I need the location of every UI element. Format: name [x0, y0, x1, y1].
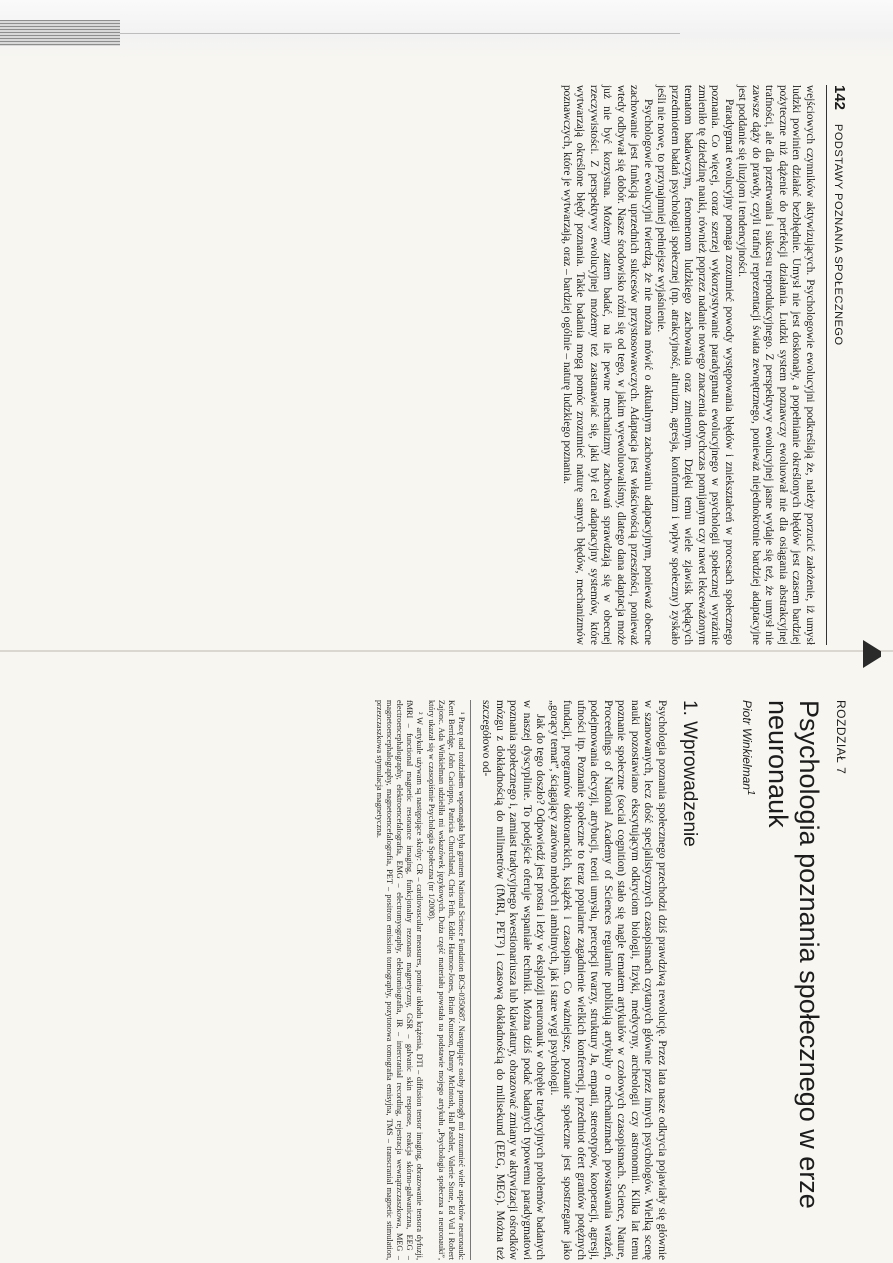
running-title: PODSTAWY POZNANIA SPOŁECZNEGO	[832, 124, 844, 346]
paragraph: wejściowych czynników aktywizujących. Psychologowie ewolucyjni podkreślają że, należy porzucić założenie, iż umysł ludzki powinien działać bezbłędnie. Umysł nie jest doskonały, a popełnianie określonych błędów jest czasem bardziej pożyteczne niż dążenie do perfekcji działania. Ludzki system poznawczy ewoluował nie dla osiągania abstrakcyjnej trafności, ale dla przetrwania i sukcesu reprodukcyjnego. Z perspektywy ewolucyjnej jasne wydaje się też, że umysł nie zawsze dąży do prawdy, czyli trafnej reprezentacji świata zewnętrznego, ponieważ niejednokrotnie bardziej adaptacyjne jest poddanie się iluzjom i tendencyjności.	[736, 85, 816, 645]
paragraph: Psychologowie ewolucyjni twierdzą, że nie można mówić o aktualnym zachowaniu adaptacyjnym, ponieważ obecne zachowanie jest funkcją uprzednich sukcesów przystosowawczych. Adaptacja jest właściwością przeszłości, ponieważ wtedy odbywał się dobór. Nasze środowisko różni się od tego, w jakim wyewoluowaliśmy, dlatego dana adaptacja może już nie być korzystna. Możemy zatem badać, na ile pewne mechanizmy zachowań sprawdzają się w obecnej rzeczywistości. Z perspektywy ewolucyjnej możemy też zastanawiać się, jaki był cel adaptacyjny systemów, które wytwarzają określone błędy poznania. Takie badania mogą pomóc zrozumieć naturę samych błędów, mechanizmów poznawczych, które je wytwarzają, oraz – bardziej ogólnie – naturę ludzkiego poznania.	[561, 85, 654, 645]
footnotes	[374, 700, 471, 1260]
scan-artifact-strip	[0, 0, 893, 58]
chapter-7-opening-page	[0, 700, 848, 1260]
paragraph: Jak do tego doszło? Odpowiedź jest prosta i leży w eksplozji neuronauk w obrębie tradycyjnych problemów badanych w naszej dyscyplinie. To podejście oferuje wspaniałe techniki. Można dziś podać badanych typowemu paradygmatowi poznania społecznego i, zamiast tradycyjnego kwestionariusza lub klawiatury, obrazować zmiany w aktywizacji ośrodków mózgu z dokładnością do milimetrów (fMRI, PET²) i czasową dokładnością do milisekund (EEG, MEG). Można też szczegółowo od-	[480, 700, 547, 1260]
page-142	[48, 85, 848, 645]
author-footnote-mark: 1	[745, 789, 756, 796]
footnote: ² W artykule używam są następujące skróty: CR – cardiovascular measures, pomiar układu krążenia, DTI – diffusion tensor imaging, obrazowanie tensora dyfuzji, fMRI – functional magnetic resonance imaging, funkcjonalny rezonans magnetyczny, GSR – galvanic skin response, reakcja skórno-galwaniczna, EEG – electroencephalography, elektroencefalografia, EMG – electromyography, elektromiografia, IR – intercranial recording, rejestracja wewnątrzczaszkowa, MEG – magnetoencephalography, magnetoencefalografia, PET – positron emission tomography, pozytonowa tomografia emisyjna, TMS – transcranial magnetic stimulation, przezczaszkowa stymulacja magnetyczna.	[375, 700, 424, 1260]
body-text	[560, 85, 817, 645]
section-title: 1. Wprowadzenie	[679, 700, 700, 847]
book-fold	[0, 650, 893, 652]
paragraph: Psychologia poznania społecznego przechodzi dziś prawdziwą rewolucję. Przez lata nasze odkrycia pojawiały się głównie w szanowanych, lecz dość specjalistycznych czasopismach czytanych głównie przez innych psychologów. Wielką scenę nauki pozostawiano ekscytującym odkryciom biologii, fizyki, medycyny, archeologii czy astronomii. Kilka lat temu poznanie społeczne (social cognition) stało się nagle tematem artykułów w czołowych czasopismach. Science, Nature, Proceedings of National Academy of Sciences regularnie publikują artykuły o mechanizmach powstawania wrażeń, podejmowania decyzji, atrybucji, teorii umysłu, percepcji twarzy, struktury Ja, empatii, stereotypów, kooperacji, agresji, ufności itp. Poznanie społeczne to teraz popularne zagadnienie wielkich konferencji, przedmiot ofert grantów potężnych fundacji, programów doktoranckich, książek i czasopism. Co ważniejsze, poznanie społeczne jest spostrzegane jako „gorący temat”, ściągający zarówno młodych i ambitnych, jak i stare wygi psychologii.	[548, 700, 668, 1260]
scan-line	[120, 33, 680, 34]
chapter-label: ROZDZIAŁ 7	[834, 700, 848, 775]
scan-noise	[0, 20, 120, 46]
margin-mark	[863, 640, 881, 668]
author-name: Piotr Winkielman	[740, 700, 754, 790]
chapter-author	[740, 700, 756, 1260]
chapter-body-text	[479, 700, 668, 1260]
paragraph: Paradygmat ewolucyjny pomaga zrozumieć powody występowania błędów i zniekształceń w procesach społecznego poznania. Co więcej, coraz szerzej wykorzystywanie paradygmatu ewolucyjnego w psychologii społecznej wyraźnie zmieniło tę dziedzinę nauki, również poprzez nadanie nowego znaczenia dotychczas pomijanym czy nawet lekceważonym tematom badawczym, fenomenom ludzkiego zachowania oraz zmiennym. Dzięki temu wiele zjawisk będących przedmiotem badań psychologii społecznej (np. atrakcyjność, altruizm, agresja, konformizm i wpływ społeczny) zyskało jeśli nie nowe, to przynajmniej pełniejsze wyjaśnienie.	[655, 85, 735, 645]
chapter-title: Psychologia poznania społecznego w erze neuronauk	[763, 700, 824, 1209]
page-number: 142	[831, 85, 848, 111]
footnote: ¹ Pracę nad rozdziałem wspomagała była grantem National Science Fundation BCS-0350687. Następujące osoby pomogły mi zrozumieć wiele aspektów neuronauk: Kent Berridge, John Cacioppo, Patricia Churchland, Chris Frith, Eddie Harmon-Jones, Brian Knutson, Danny McIntosh, Hal Pashler, Valerie Stone, Ed Vul i Robert Zajonc. Ada Winkielman udzieliła mi wskazówek językowych. Duża część materiału powstała na podstawie mojego artykułu „Psychologia społeczna a neuronauki”, który ukazał się w czasopiśmie Psychologia Społeczna (nr 1/2008).	[427, 700, 466, 1260]
running-head	[826, 85, 848, 645]
